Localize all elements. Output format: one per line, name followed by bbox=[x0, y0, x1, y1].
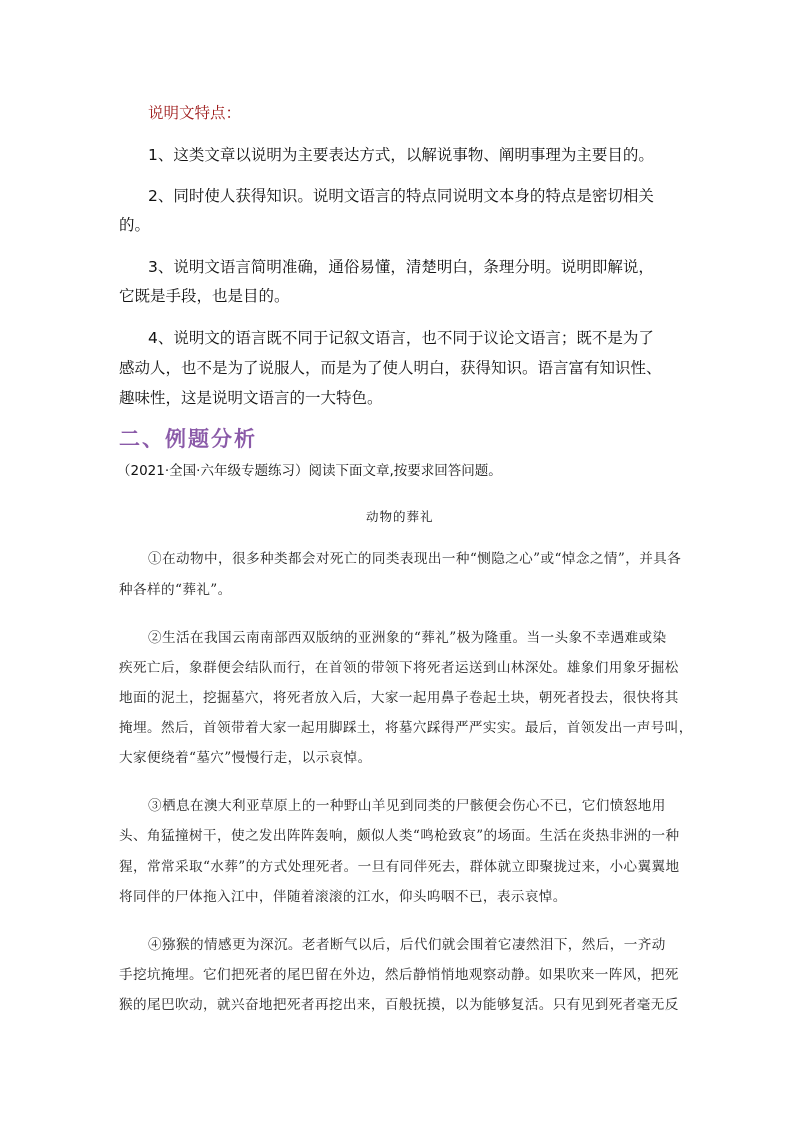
intro-point-2-line-1: 2、同时使人获得知识。说明文语言的特点同说明文本身的特点是密切相关 bbox=[148, 187, 654, 205]
article-para-4-line-1: ④猕猴的情感更为深沉。老者断气以后，后代们就会围着它凄然泪下，然后，一齐动 bbox=[148, 937, 666, 953]
exercise-source: （2021·全国·六年级专题练习）阅读下面文章,按要求回答问题。 bbox=[117, 463, 502, 479]
article-para-2-line-4: 掩埋。然后，首领带着大家一起用脚踩土，将墓穴踩得严严实实。最后，首领发出一声号叫， bbox=[119, 720, 693, 736]
article-para-3-line-4: 将同伴的尸体拖入江中，伴随着滚滚的江水，仰头呜咽不已，表示哀悼。 bbox=[119, 889, 567, 905]
intro-point-3-line-1: 3、说明文语言简明准确，通俗易懂，清楚明白，条理分明。说明即解说， bbox=[148, 258, 654, 276]
intro-point-4-line-3: 趣味性，这是说明文语言的一大特色。 bbox=[119, 389, 383, 407]
article-para-2-line-5: 大家便绕着“墓穴”慢慢行走，以示哀悼。 bbox=[119, 750, 372, 766]
intro-point-1-line-1: 1、这类文章以说明为主要表达方式，以解说事物、阐明事理为主要目的。 bbox=[148, 146, 654, 164]
article-para-1-line-2: 种各样的“葬礼”。 bbox=[119, 582, 232, 598]
intro-point-4-line-2: 感动人，也不是为了说服人，而是为了使人明白，获得知识。语言富有知识性、 bbox=[119, 359, 662, 377]
article-title: 动物的葬礼 bbox=[366, 509, 434, 524]
intro-point-2-line-2: 的。 bbox=[119, 216, 151, 234]
article-para-3-line-2: 头、角猛撞树干，使之发出阵阵轰响，颇似人类“鸣枪致哀”的场面。生活在炎热非洲的一种 bbox=[119, 828, 680, 844]
section-title: 二、例题分析 bbox=[119, 426, 257, 451]
article-para-2-line-2: 疾死亡后，象群便会结队而行，在首领的带领下将死者运送到山林深处。雄象们用象牙掘松 bbox=[119, 660, 679, 676]
intro-point-3-line-2: 它既是手段，也是目的。 bbox=[119, 287, 290, 305]
article-para-1-line-1: ①在动物中，很多种类都会对死亡的同类表现出一种“恻隐之心”或“悼念之情”，并具各 bbox=[148, 551, 682, 567]
intro-point-4-line-1: 4、说明文的语言既不同于记叙文语言，也不同于议论文语言；既不是为了 bbox=[148, 329, 654, 347]
article-para-2-line-3: 地面的泥土，挖掘墓穴，将死者放入后，大家一起用鼻子卷起土块，朝死者投去，很快将其 bbox=[119, 690, 679, 706]
article-para-3-line-1: ③栖息在澳大利亚草原上的一种野山羊见到同类的尸骸便会伤心不已，它们愤怒地用 bbox=[148, 798, 666, 814]
intro-heading: 说明文特点： bbox=[148, 104, 242, 122]
article-para-3-line-3: 猩，常常采取“水葬”的方式处理死者。一旦有同伴死去，群体就立即聚拢过来，小心翼翼地 bbox=[119, 859, 680, 875]
article-para-4-line-2: 手挖坑掩埋。它们把死者的尾巴留在外边，然后静悄悄地观察动静。如果吹来一阵风，把死 bbox=[119, 967, 679, 983]
article-para-4-line-3: 猴的尾巴吹动，就兴奋地把死者再挖出来，百般抚摸，以为能够复活。只有见到死者毫无反 bbox=[119, 997, 679, 1013]
article-para-2-line-1: ②生活在我国云南南部西双版纳的亚洲象的“葬礼”极为隆重。当一头象不幸遇难或染 bbox=[148, 630, 667, 646]
